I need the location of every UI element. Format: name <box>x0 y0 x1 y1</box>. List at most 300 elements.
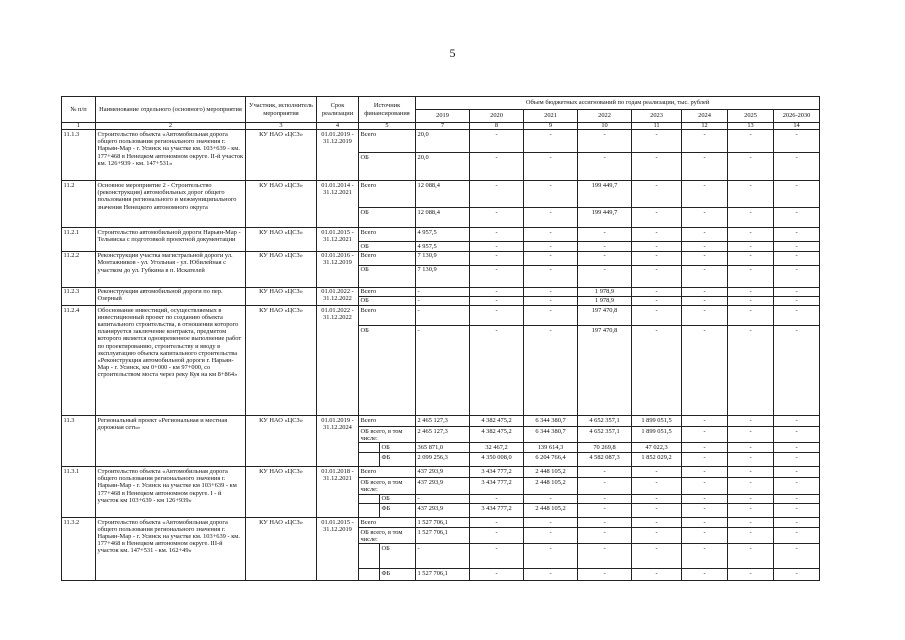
budget-cell: 3 434 777,2 <box>470 467 524 478</box>
participant: КУ НАО «ЦСЗ» <box>246 416 317 467</box>
budget-cell: - <box>728 228 774 242</box>
budget-cell: - <box>728 181 774 208</box>
budget-cell: - <box>682 504 728 518</box>
funding-source: Всего <box>359 181 416 208</box>
budget-cell: - <box>728 453 774 467</box>
budget-cell: 4 652 357,1 <box>578 416 632 427</box>
budget-cell: 437 293,9 <box>416 478 470 494</box>
budget-cell: - <box>524 242 578 251</box>
table-row <box>62 130 820 153</box>
participant: КУ НАО «ЦСЗ» <box>246 518 317 581</box>
funding-source: ОБ <box>359 242 416 251</box>
budget-cell: 12 088,4 <box>416 208 470 228</box>
column-index: 9 <box>524 123 578 130</box>
column-index: 13 <box>728 123 774 130</box>
budget-cell: - <box>578 153 632 181</box>
budget-cell: - <box>578 569 632 581</box>
budget-cell: - <box>774 251 820 265</box>
funding-source: Всего <box>359 467 416 478</box>
participant: КУ НАО «ЦСЗ» <box>246 181 317 228</box>
budget-cell: - <box>524 544 578 569</box>
source-indent <box>359 544 380 569</box>
page-number: 5 <box>449 46 456 60</box>
budget-cell: 2 465 127,3 <box>416 416 470 427</box>
measure-name: Строительство объекта «Автомобильная дорога общего пользования регионального значения г. Нарьян-Мар - г. Усинск на участке км. 103+639 - км. 177+468 в Ненецком автономном округе. II-й участок км. 126+939 - км. 147+531» <box>96 130 246 181</box>
budget-cell: - <box>578 528 632 544</box>
period: 01.01.2022 - 31.12.2022 <box>317 287 359 305</box>
budget-cell: 1 899 051,5 <box>632 416 682 427</box>
budget-cell: - <box>524 208 578 228</box>
funding-source: Всего <box>359 130 416 153</box>
header-volume: Объем бюджетных ассигнований по годам реализации, тыс. рублей <box>416 97 820 110</box>
period: 01.01.2019 - 31.12.2019 <box>317 130 359 181</box>
participant: КУ НАО «ЦСЗ» <box>246 130 317 181</box>
budget-cell: - <box>470 228 524 242</box>
budget-cell: - <box>774 228 820 242</box>
budget-cell: - <box>682 494 728 503</box>
budget-cell: - <box>774 306 820 326</box>
budget-cell: - <box>578 130 632 153</box>
budget-cell: - <box>774 478 820 494</box>
budget-cell: - <box>682 228 728 242</box>
budget-cell: - <box>470 130 524 153</box>
table-row <box>62 518 820 528</box>
funding-source: ОБ <box>359 265 416 287</box>
budget-cell: - <box>470 251 524 265</box>
budget-cell: - <box>774 416 820 427</box>
budget-cell: - <box>682 296 728 305</box>
budget-cell: - <box>728 242 774 251</box>
funding-source: ОБ всего, в том числе: <box>359 528 416 544</box>
budget-cell: 4 350 008,0 <box>470 453 524 467</box>
budget-cell: - <box>774 296 820 305</box>
budget-cell: - <box>578 467 632 478</box>
budget-cell: - <box>632 130 682 153</box>
column-index: 3 <box>246 123 317 130</box>
header-no: № п/п <box>62 97 96 123</box>
budget-cell: - <box>682 208 728 228</box>
budget-cell: 365 871,0 <box>416 443 470 453</box>
budget-cell: 6 204 766,4 <box>524 453 578 467</box>
column-index: 8 <box>470 123 524 130</box>
budget-cell: - <box>774 242 820 251</box>
budget-cell: 3 434 777,2 <box>470 478 524 494</box>
budget-cell: - <box>774 208 820 228</box>
column-index: 11 <box>632 123 682 130</box>
budget-cell: - <box>728 528 774 544</box>
budget-cell: - <box>728 287 774 296</box>
budget-cell: - <box>728 416 774 427</box>
funding-source: ОБ <box>359 296 416 305</box>
budget-cell: - <box>632 251 682 265</box>
budget-cell: - <box>682 528 728 544</box>
budget-cell: - <box>578 251 632 265</box>
budget-cell: - <box>774 569 820 581</box>
period: 01.01.2015 - 31.12.2019 <box>317 518 359 581</box>
budget-cell: - <box>682 251 728 265</box>
budget-cell: - <box>682 416 728 427</box>
budget-cell: - <box>470 528 524 544</box>
budget-cell: - <box>524 494 578 503</box>
participant: КУ НАО «ЦСЗ» <box>246 287 317 305</box>
budget-cell: - <box>774 453 820 467</box>
budget-cell: - <box>632 306 682 326</box>
participant: КУ НАО «ЦСЗ» <box>246 306 317 416</box>
budget-cell: - <box>470 494 524 503</box>
measure-group <box>62 181 820 228</box>
budget-cell: - <box>632 518 682 528</box>
budget-cell: - <box>524 181 578 208</box>
budget-cell: - <box>416 306 470 326</box>
column-index: 10 <box>578 123 632 130</box>
budget-cell: - <box>524 153 578 181</box>
table-row <box>62 228 820 242</box>
period: 01.01.2022 - 31.12.2022 <box>317 306 359 416</box>
budget-cell: - <box>774 153 820 181</box>
budget-cell: - <box>632 153 682 181</box>
row-number: 11.2.4 <box>62 306 96 416</box>
budget-cell: 1 978,9 <box>578 296 632 305</box>
measure-name: Реконструкция автомобильной дороги по пер. Озерный <box>96 287 246 305</box>
budget-cell: - <box>416 544 470 569</box>
table-row <box>62 306 820 326</box>
table-row <box>62 251 820 265</box>
header-year: 2020 <box>470 110 524 123</box>
budget-cell: 2 448 105,2 <box>524 504 578 518</box>
budget-cell: - <box>728 265 774 287</box>
header-row-1 <box>62 97 820 110</box>
budget-cell: - <box>728 518 774 528</box>
budget-cell: 1 978,9 <box>578 287 632 296</box>
budget-cell: 437 293,9 <box>416 467 470 478</box>
budget-cell: - <box>774 494 820 503</box>
budget-cell: - <box>774 287 820 296</box>
measure-group <box>62 251 820 287</box>
column-index-row <box>62 123 820 130</box>
budget-cell: - <box>470 181 524 208</box>
budget-cell: 197 470,8 <box>578 326 632 416</box>
budget-cell: - <box>682 326 728 416</box>
measure-group <box>62 287 820 305</box>
table-row <box>62 416 820 427</box>
budget-cell: - <box>774 265 820 287</box>
budget-cell: 4 582 087,3 <box>578 453 632 467</box>
funding-source: ОБ <box>380 494 416 503</box>
budget-cell: - <box>774 130 820 153</box>
budget-cell: - <box>774 427 820 443</box>
column-index: 5 <box>359 123 416 130</box>
budget-cell: - <box>524 569 578 581</box>
budget-cell: - <box>774 467 820 478</box>
row-number: 11.2.2 <box>62 251 96 287</box>
budget-cell: - <box>632 181 682 208</box>
budget-cell: 3 434 777,2 <box>470 504 524 518</box>
source-indent <box>359 443 380 453</box>
budget-cell: - <box>416 326 470 416</box>
budget-cell: - <box>632 467 682 478</box>
budget-cell: - <box>728 443 774 453</box>
budget-cell: - <box>682 306 728 326</box>
budget-cell: - <box>470 265 524 287</box>
budget-cell: 20,0 <box>416 130 470 153</box>
row-number: 11.2.1 <box>62 228 96 251</box>
budget-cell: 1 899 051,5 <box>632 427 682 443</box>
measure-name: Реконструкция участка магистральной дороги ул. Монтажников - ул. Угольная - ул. Юбилейная с участком до ул. Губкина в п. Искателей <box>96 251 246 287</box>
budget-cell: - <box>632 265 682 287</box>
budget-cell: - <box>578 494 632 503</box>
budget-cell: 1 527 706,1 <box>416 518 470 528</box>
budget-cell: - <box>632 287 682 296</box>
budget-cell: 4 382 475,2 <box>470 416 524 427</box>
budget-cell: - <box>774 181 820 208</box>
budget-cell: 1 852 029,2 <box>632 453 682 467</box>
source-indent <box>359 453 380 467</box>
budget-cell: 4 957,5 <box>416 228 470 242</box>
budget-cell: 2 448 105,2 <box>524 467 578 478</box>
budget-cell: - <box>728 494 774 503</box>
budget-cell: - <box>470 518 524 528</box>
budget-cell: 20,0 <box>416 153 470 181</box>
measure-group <box>62 228 820 251</box>
budget-cell: 6 344 380,7 <box>524 427 578 443</box>
budget-cell: - <box>632 296 682 305</box>
budget-cell: 4 652 357,1 <box>578 427 632 443</box>
budget-cell: 1 527 706,1 <box>416 569 470 581</box>
budget-cell: 2 448 105,2 <box>524 478 578 494</box>
budget-cell: - <box>682 130 728 153</box>
budget-cell: 2 465 127,3 <box>416 427 470 443</box>
budget-cell: - <box>470 287 524 296</box>
funding-source: Всего <box>359 228 416 242</box>
header-year: 2026-2030 <box>774 110 820 123</box>
header-year: 2025 <box>728 110 774 123</box>
budget-cell: - <box>632 208 682 228</box>
measure-name: Строительство автомобильной дороги Нарьян-Мар - Тельвиска с подготовкой проектной документации <box>96 228 246 251</box>
funding-source: Всего <box>359 251 416 265</box>
participant: КУ НАО «ЦСЗ» <box>246 467 317 518</box>
row-number: 11.3.2 <box>62 518 96 581</box>
budget-cell: 6 344 380,7 <box>524 416 578 427</box>
budget-cell: - <box>416 287 470 296</box>
budget-cell: 4 382 475,2 <box>470 427 524 443</box>
funding-source: Всего <box>359 287 416 296</box>
row-number: 11.3.1 <box>62 467 96 518</box>
budget-cell: - <box>728 478 774 494</box>
budget-cell: - <box>524 251 578 265</box>
budget-cell: - <box>578 544 632 569</box>
budget-cell: - <box>728 504 774 518</box>
budget-cell: - <box>682 453 728 467</box>
budget-cell: - <box>728 467 774 478</box>
row-number: 11.2.3 <box>62 287 96 305</box>
budget-cell: - <box>728 427 774 443</box>
funding-source: ФБ <box>380 569 416 581</box>
budget-cell: 2 099 256,3 <box>416 453 470 467</box>
budget-cell: 4 957,5 <box>416 242 470 251</box>
budget-cell: - <box>470 153 524 181</box>
column-index: 7 <box>416 123 470 130</box>
funding-source: ОБ <box>359 153 416 181</box>
budget-cell: 199 449,7 <box>578 208 632 228</box>
period: 01.01.2019 - 31.12.2024 <box>317 416 359 467</box>
header-year: 2023 <box>632 110 682 123</box>
budget-cell: - <box>470 306 524 326</box>
budget-cell: - <box>524 287 578 296</box>
budget-cell: - <box>728 306 774 326</box>
budget-cell: 197 470,8 <box>578 306 632 326</box>
budget-cell: - <box>774 544 820 569</box>
funding-source: ОБ всего, в том числе: <box>359 478 416 494</box>
column-index: 1 <box>62 123 96 130</box>
budget-cell: 7 130,9 <box>416 251 470 265</box>
budget-cell: - <box>416 494 470 503</box>
budget-cell: - <box>682 478 728 494</box>
header-year: 2022 <box>578 110 632 123</box>
budget-cell: - <box>578 228 632 242</box>
budget-cell: - <box>774 443 820 453</box>
budget-cell: - <box>728 569 774 581</box>
budget-cell: - <box>470 242 524 251</box>
budget-cell: - <box>470 208 524 228</box>
header-name: Наименование отдельного (основного) мероприятия <box>96 97 246 123</box>
period: 01.01.2016 - 31.12.2019 <box>317 251 359 287</box>
budget-cell: - <box>578 518 632 528</box>
budget-cell: - <box>632 544 682 569</box>
budget-cell: - <box>524 326 578 416</box>
header-source: Источник финансирования <box>359 97 416 123</box>
budget-cell: 70 269,8 <box>578 443 632 453</box>
budget-cell: 199 449,7 <box>578 181 632 208</box>
budget-cell: - <box>728 208 774 228</box>
column-index: 14 <box>774 123 820 130</box>
budget-cell: - <box>524 518 578 528</box>
measure-group <box>62 416 820 467</box>
measure-name: Строительство объекта «Автомобильная дорога общего пользования регионального значения г. Нарьян-Мар - г. Усинск на участке км. 103+639 - км. 177+468 в Ненецком автономном округе. III-й участок км. 147+531 - км. 162+49» <box>96 518 246 581</box>
budget-cell: 32 467,2 <box>470 443 524 453</box>
source-indent <box>359 504 380 518</box>
measure-name: Основное мероприятие 2 - Строительство (реконструкция) автомобильных дорог общего пользования регионального и межмуниципального значения Ненецкого автономного округа <box>96 181 246 228</box>
budget-cell: - <box>470 569 524 581</box>
budget-cell: - <box>774 518 820 528</box>
funding-source: ОБ всего, в том числе: <box>359 427 416 443</box>
measure-group <box>62 518 820 581</box>
budget-cell: - <box>416 296 470 305</box>
budget-cell: - <box>682 287 728 296</box>
measure-name: Региональный проект «Региональная и местная дорожная сеть» <box>96 416 246 467</box>
budget-cell: - <box>728 544 774 569</box>
budget-cell: - <box>728 296 774 305</box>
column-index: 12 <box>682 123 728 130</box>
budget-cell: - <box>728 326 774 416</box>
budget-cell: 139 614,3 <box>524 443 578 453</box>
funding-source: Всего <box>359 518 416 528</box>
source-indent <box>359 494 380 503</box>
table-row <box>62 181 820 208</box>
participant: КУ НАО «ЦСЗ» <box>246 251 317 287</box>
period: 01.01.2015 - 31.12.2021 <box>317 228 359 251</box>
funding-source: ФБ <box>380 504 416 518</box>
budget-cell: - <box>682 569 728 581</box>
column-index: 2 <box>96 123 246 130</box>
row-number: 11.2 <box>62 181 96 228</box>
budget-cell: - <box>632 569 682 581</box>
budget-cell: - <box>728 251 774 265</box>
measure-group <box>62 306 820 416</box>
budget-cell: - <box>682 518 728 528</box>
budget-cell: - <box>632 326 682 416</box>
budget-cell: - <box>774 326 820 416</box>
funding-source: Всего <box>359 416 416 427</box>
funding-source: Всего <box>359 306 416 326</box>
budget-cell: 47 022,3 <box>632 443 682 453</box>
budget-cell: 7 130,9 <box>416 265 470 287</box>
budget-cell: - <box>578 504 632 518</box>
budget-cell: - <box>524 306 578 326</box>
measure-group <box>62 130 820 181</box>
budget-cell: 1 527 706,1 <box>416 528 470 544</box>
budget-cell: - <box>682 443 728 453</box>
budget-cell: - <box>524 265 578 287</box>
budget-cell: - <box>524 296 578 305</box>
budget-cell: - <box>524 528 578 544</box>
budget-cell: - <box>632 242 682 251</box>
budget-cell: - <box>774 504 820 518</box>
budget-cell: - <box>632 478 682 494</box>
budget-cell: - <box>632 494 682 503</box>
row-number: 11.1.3 <box>62 130 96 181</box>
budget-cell: - <box>632 528 682 544</box>
budget-cell: - <box>470 544 524 569</box>
budget-table <box>61 96 820 581</box>
budget-cell: - <box>632 504 682 518</box>
budget-cell: - <box>470 296 524 305</box>
budget-cell: - <box>682 544 728 569</box>
period: 01.01.2018 - 31.12.2021 <box>317 467 359 518</box>
budget-cell: - <box>524 228 578 242</box>
budget-cell: - <box>578 242 632 251</box>
budget-cell: - <box>774 528 820 544</box>
budget-cell: - <box>578 265 632 287</box>
header-participant: Участник, исполнитель мероприятия <box>246 97 317 123</box>
funding-source: ОБ <box>359 326 416 416</box>
budget-cell: - <box>682 153 728 181</box>
table-row <box>62 287 820 296</box>
header-year: 2019 <box>416 110 470 123</box>
participant: КУ НАО «ЦСЗ» <box>246 228 317 251</box>
budget-cell: 12 088,4 <box>416 181 470 208</box>
header-year: 2024 <box>682 110 728 123</box>
header-year: 2021 <box>524 110 578 123</box>
budget-cell: - <box>470 326 524 416</box>
budget-cell: - <box>578 478 632 494</box>
source-indent <box>359 569 380 581</box>
budget-cell: - <box>682 242 728 251</box>
funding-source: ОБ <box>380 443 416 453</box>
header-period: Срок реализации <box>317 97 359 123</box>
measure-group <box>62 467 820 518</box>
measure-name: Строительство объекта «Автомобильная дорога общего пользования регионального значения г. Нарьян-Мар - г. Усинск на участке км 103+639 - км 177+468 в Ненецком автономном округе. I - й участок км 103+639 - км 126+939» <box>96 467 246 518</box>
budget-cell: - <box>682 265 728 287</box>
funding-source: ОБ <box>380 544 416 569</box>
period: 01.01.2014 - 31.12.2021 <box>317 181 359 228</box>
row-number: 11.3 <box>62 416 96 467</box>
measure-name: Обоснование инвестиций, осуществляемых в инвестиционный проект по созданию объекта капитального строительства, в отношении которого планируется заключение контракта, предметом которого является одновременное выполнение работ по проектированию, строительству и вводу в эксплуатацию объекта капитального строительства «Реконструкция автомобильной дороги г. Нарьян-Мар - г. Усинск, км 0+000 - км 97+000, со строительством моста через реку Куя на км 8+864» <box>96 306 246 416</box>
table-row <box>62 467 820 478</box>
budget-cell: - <box>632 228 682 242</box>
budget-cell: - <box>682 467 728 478</box>
funding-source: ОБ <box>359 208 416 228</box>
budget-cell: 437 293,9 <box>416 504 470 518</box>
